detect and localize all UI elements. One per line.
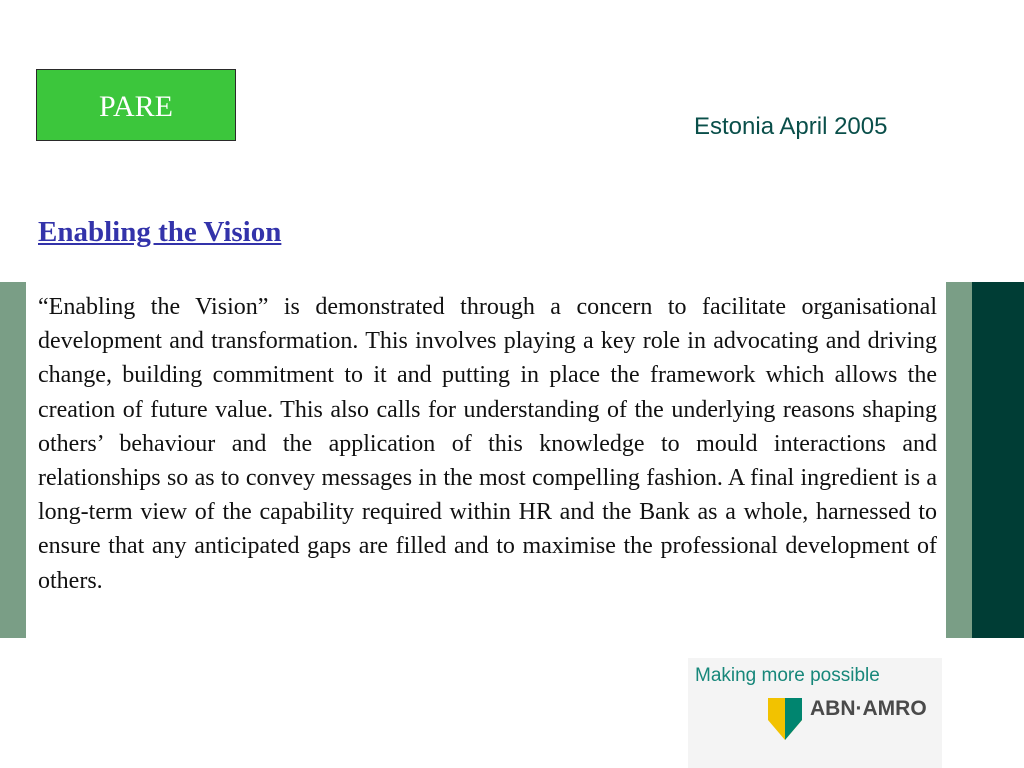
decorative-band-right-dark xyxy=(972,282,1024,638)
decorative-band-left xyxy=(0,282,26,638)
shield-icon xyxy=(768,698,802,740)
decorative-band-right-light xyxy=(946,282,972,638)
pare-badge: PARE xyxy=(36,69,236,141)
event-date: Estonia April 2005 xyxy=(694,113,888,140)
section-body: “Enabling the Vision” is demonstrated through a concern to facilitate organisational development and transformation. This involves playing a key role in advocating and driving change, building commitment to it and putting in place the framework which allows the creation of future value. This also calls for understanding of the underlying reasons shaping others’ behaviour and the application of this knowledge to mould interactions and relationships so as to convey messages in the most compelling fashion. A final ingredient is a long-term view of the capability required within HR and the Bank as a whole, harnessed to ensure that any anticipated gaps are filled and to maximise the professional development of others. xyxy=(38,294,937,594)
brand-name: ABN·AMRO xyxy=(810,697,927,720)
brand-tagline: Making more possible xyxy=(695,665,880,686)
section-title: Enabling the Vision xyxy=(38,216,282,248)
